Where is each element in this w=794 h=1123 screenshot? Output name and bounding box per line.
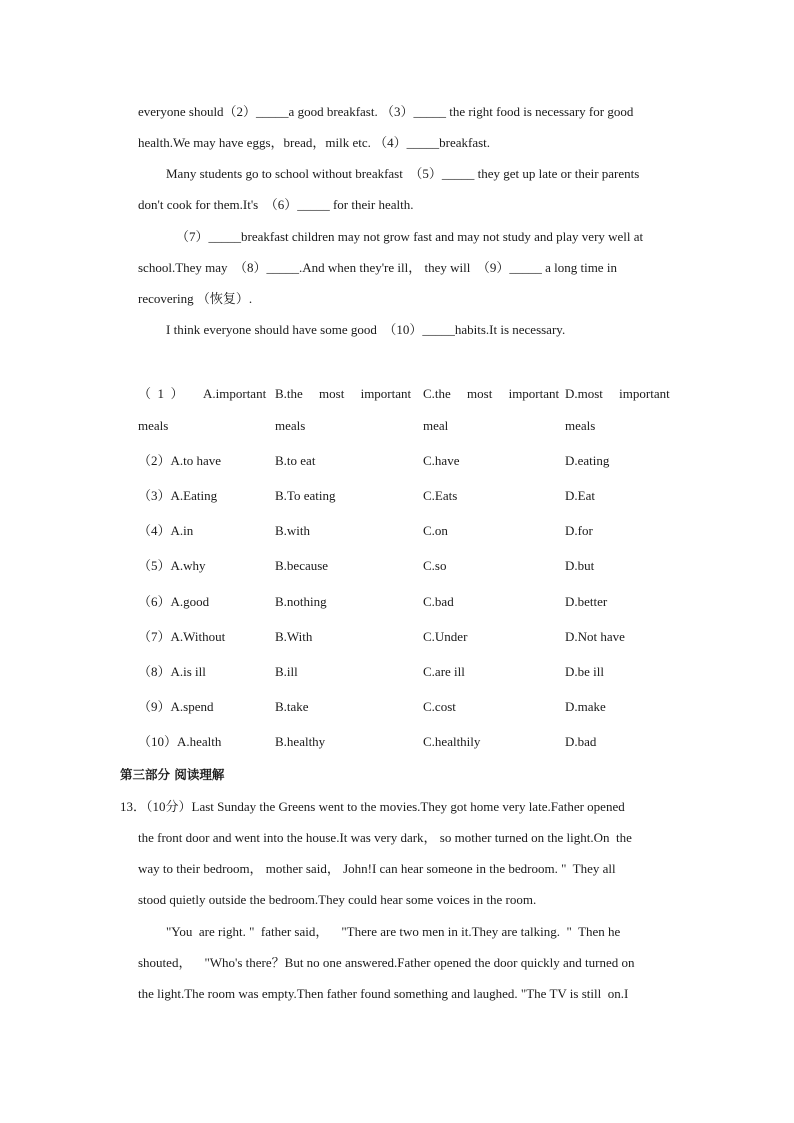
option-row-9 <box>138 699 678 715</box>
q13-line-5: "You are right. " father said， "There are two men in it.They are talking. " Then he <box>166 924 621 939</box>
option-row-7 <box>138 629 678 645</box>
q8-option-a[interactable]: （8）A.is ill <box>138 664 206 679</box>
q1-option-a[interactable]: A.important <box>203 386 267 401</box>
q1-option-b[interactable]: B.the most important <box>275 386 412 401</box>
q5-option-b[interactable]: B.because <box>275 558 329 573</box>
q10-option-a[interactable]: （10）A.health <box>138 734 222 749</box>
q7-option-a[interactable]: （7）A.Without <box>138 629 226 644</box>
q4-option-b[interactable]: B.with <box>275 523 311 538</box>
q1-option-c-cont: meal <box>423 418 449 433</box>
q13-line-1: 13．（10分）Last Sunday the Greens went to the movies.They got home very late.Father opened <box>120 799 625 814</box>
q6-option-c[interactable]: C.bad <box>423 594 454 609</box>
q10-option-c[interactable]: C.healthily <box>423 734 481 749</box>
q2-option-d[interactable]: D.eating <box>565 453 610 468</box>
q7-option-d[interactable]: D.Not have <box>565 629 625 644</box>
q1-option-b-cont: meals <box>275 418 306 433</box>
q3-option-a[interactable]: （3）A.Eating <box>138 488 218 503</box>
q13-line-7: the light.The room was empty.Then father found something and laughed. "The TV is still on.I <box>138 986 629 1001</box>
q1-option-a-cont: meals <box>138 418 169 433</box>
q9-option-a[interactable]: （9）A.spend <box>138 699 214 714</box>
q8-option-b[interactable]: B.ill <box>275 664 298 679</box>
passage-line-8: I think everyone should have some good （10）_____habits.It is necessary. <box>166 322 566 337</box>
q5-option-c[interactable]: C.so <box>423 558 447 573</box>
q1-option-d-cont: meals <box>565 418 596 433</box>
q2-option-c[interactable]: C.have <box>423 453 460 468</box>
q13-line-3: way to their bedroom， mother said， John!I can hear someone in the bedroom. " They all <box>138 861 616 876</box>
q7-option-b[interactable]: B.With <box>275 629 313 644</box>
option-row-2 <box>138 453 678 469</box>
q1-number: （ 1 ） <box>138 386 184 401</box>
option-row-10 <box>138 734 678 750</box>
q9-option-c[interactable]: C.cost <box>423 699 456 714</box>
passage-line-5: （7）_____breakfast children may not grow fast and may not study and play very well at <box>176 229 644 244</box>
passage-line-4: don't cook for them.It's （6）_____ for their health. <box>138 197 414 212</box>
q2-option-a[interactable]: （2）A.to have <box>138 453 222 468</box>
q6-option-d[interactable]: D.better <box>565 594 608 609</box>
option-row-1 <box>138 386 678 402</box>
q13-line-4: stood quietly outside the bedroom.They could hear some voices in the room. <box>138 892 537 907</box>
passage-line-3: Many students go to school without breakfast （5）_____ they get up late or their parents <box>166 166 640 181</box>
passage-line-7: recovering （恢复）. <box>138 291 253 306</box>
option-row-1-continued <box>138 418 678 434</box>
q3-option-c[interactable]: C.Eats <box>423 488 458 503</box>
passage-line-1: everyone should（2）_____a good breakfast. （3）_____ the right food is necessary for good <box>138 104 634 119</box>
q5-option-a[interactable]: （5）A.why <box>138 558 206 573</box>
option-row-6 <box>138 594 678 610</box>
q8-option-c[interactable]: C.are ill <box>423 664 465 679</box>
q6-option-a[interactable]: （6）A.good <box>138 594 210 609</box>
passage-line-6: school.They may （8）_____.And when they're ill， they will （9）_____ a long time in <box>138 260 617 275</box>
q1-option-c[interactable]: C.the most important <box>423 386 560 401</box>
q6-option-b[interactable]: B.nothing <box>275 594 327 609</box>
q13-line-2: the front door and went into the house.It was very dark， so mother turned on the light.On the <box>138 830 632 845</box>
q4-option-c[interactable]: C.on <box>423 523 448 538</box>
q3-option-d[interactable]: D.Eat <box>565 488 595 503</box>
q5-option-d[interactable]: D.but <box>565 558 595 573</box>
option-row-5 <box>138 558 678 574</box>
q8-option-d[interactable]: D.be ill <box>565 664 604 679</box>
section-heading: 第三部分 阅读理解 <box>120 767 225 782</box>
q4-option-d[interactable]: D.for <box>565 523 593 538</box>
q7-option-c[interactable]: C.Under <box>423 629 468 644</box>
q13-line-6: shouted， "Who's there？But no one answered.Father opened the door quickly and turned on <box>138 955 635 970</box>
option-row-3 <box>138 488 678 504</box>
q3-option-b[interactable]: B.To eating <box>275 488 336 503</box>
q10-option-b[interactable]: B.healthy <box>275 734 326 749</box>
q4-option-a[interactable]: （4）A.in <box>138 523 194 538</box>
option-row-8 <box>138 664 678 680</box>
q2-option-b[interactable]: B.to eat <box>275 453 316 468</box>
q9-option-d[interactable]: D.make <box>565 699 606 714</box>
option-row-4 <box>138 523 678 539</box>
passage-line-2: health.We may have eggs，bread，milk etc. （4）_____breakfast. <box>138 135 491 150</box>
q9-option-b[interactable]: B.take <box>275 699 309 714</box>
q1-option-d[interactable]: D.most important <box>565 386 670 401</box>
q10-option-d[interactable]: D.bad <box>565 734 597 749</box>
